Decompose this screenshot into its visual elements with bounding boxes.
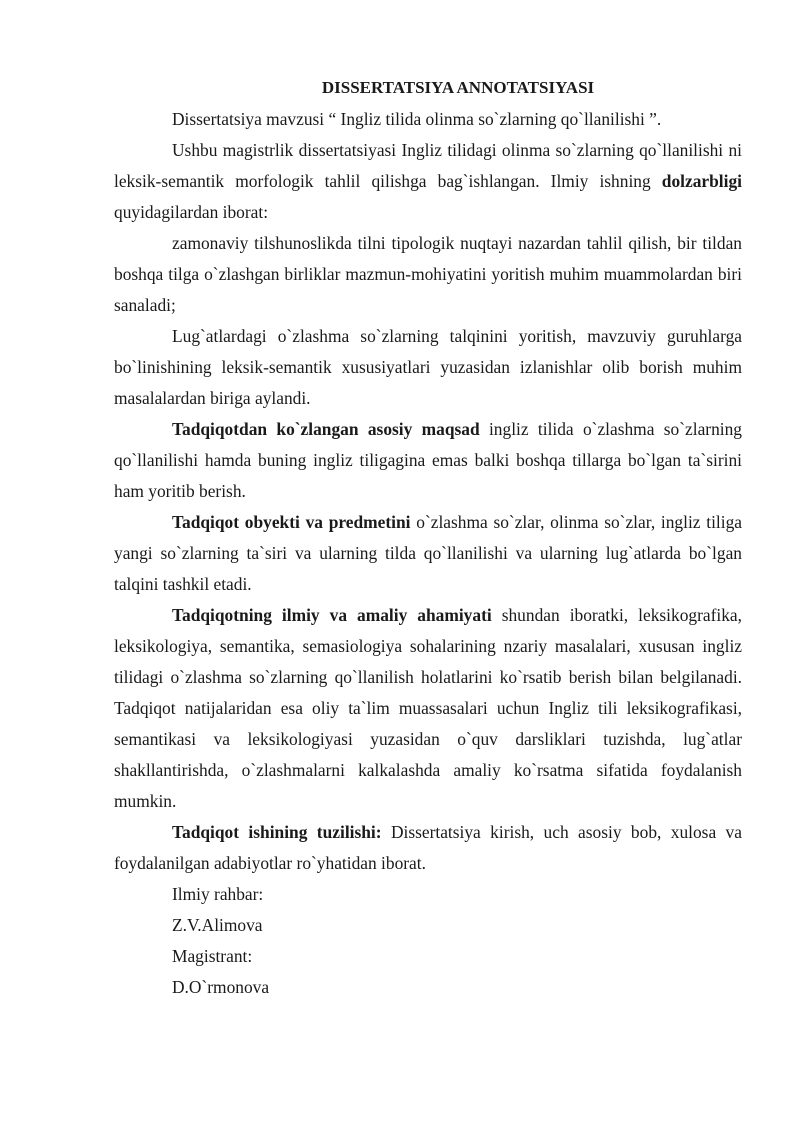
topic-text: Dissertatsiya mavzusi “ Ingliz tilida olinma so`zlarning qo`llanilishi ”. xyxy=(172,109,662,129)
structure-paragraph xyxy=(114,817,742,879)
student-name: D.O`rmonova xyxy=(172,977,270,997)
significance-heading: Tadqiqotning ilmiy va amaliy ahamiyati xyxy=(172,605,492,625)
object-heading: Tadqiqot obyekti va predmetini xyxy=(172,512,411,532)
intro-text-b: quyidagilardan iborat: xyxy=(114,202,269,222)
supervisor-name: Z.V.Alimova xyxy=(172,915,263,935)
document-page xyxy=(114,72,742,1003)
goal-paragraph xyxy=(114,414,742,507)
goal-text: ingliz tilida o`zlashma so`zlarning qo`llanilishi hamda buning ingliz tiligagina emas balki boshqa tillarga bo`lgan ta`sirini ham yoritib berish. xyxy=(114,419,742,501)
relevance-paragraph-2 xyxy=(114,321,742,414)
goal-heading: Tadqiqotdan ko`zlangan asosiy maqsad xyxy=(172,419,480,439)
object-paragraph xyxy=(114,507,742,600)
intro-paragraph xyxy=(114,135,742,228)
object-text: o`zlashma so`zlar, olinma so`zlar, ingliz tiliga yangi so`zlarning ta`siri va ularning tilda qo`llanilishi va ularning lug`atlarda bo`lgan talqini tashkil etadi. xyxy=(114,512,742,594)
structure-text: Dissertatsiya kirish, uch asosiy bob, xulosa va foydalanilgan adabiyotlar ro`yhatidan iborat. xyxy=(114,822,742,873)
intro-bold-term: dolzarbligi xyxy=(661,171,742,191)
student-label: Magistrant: xyxy=(172,946,253,966)
relevance-paragraph-1 xyxy=(114,228,742,321)
relevance-text-1: zamonaviy tilshunoslikda tilni tipologik nuqtayi nazardan tahlil qilish, bir tildan boshqa tilga o`zlashgan birliklar mazmun-mohiyatini yoritish muhim muammolardan biri sanaladi; xyxy=(114,233,742,315)
significance-paragraph xyxy=(114,600,742,817)
relevance-text-2: Lug`atlardagi o`zlashma so`zlarning talqinini yoritish, mavzuviy guruhlarga bo`linishining leksik-semantik xususiyatlari yuzasidan izlanishlar olib borish muhim masalalardan biriga aylandi. xyxy=(114,326,742,408)
intro-text-a: Ushbu magistrlik dissertatsiyasi Ingliz tilidagi olinma so`zlarning qo`llanilishi ni leksik-semantik morfologik tahlil qilishga bag`ishlangan. Ilmiy ishning xyxy=(114,140,742,191)
structure-heading: Tadqiqot ishining tuzilishi: xyxy=(172,822,382,842)
topic-paragraph xyxy=(114,104,742,135)
document-title: DISSERTATSIYA ANNOTATSIYASI xyxy=(321,78,595,97)
significance-text: shundan iboratki, leksikografika, leksikologiya, semantika, semasiologiya sohalarining nzariy masalalari, xususan ingliz tilidagi o`zlashma so`zlarning qo`llanilish holatlarini ko`rsatib berish bilan belgilanadi. Tadqiqot natijalaridan esa oliy ta`lim muassasalari uchun Ingliz tili leksikografikasi, semantikasi va leksikologiyasi yuzasidan o`quv darsliklari tuzishda, lug`atlar shakllantirishda, o`zlashmalarni kalkalashda amaliy ko`rsatma sifatida foydalanish mumkin. xyxy=(114,605,742,811)
supervisor-label: Ilmiy rahbar: xyxy=(172,884,264,904)
